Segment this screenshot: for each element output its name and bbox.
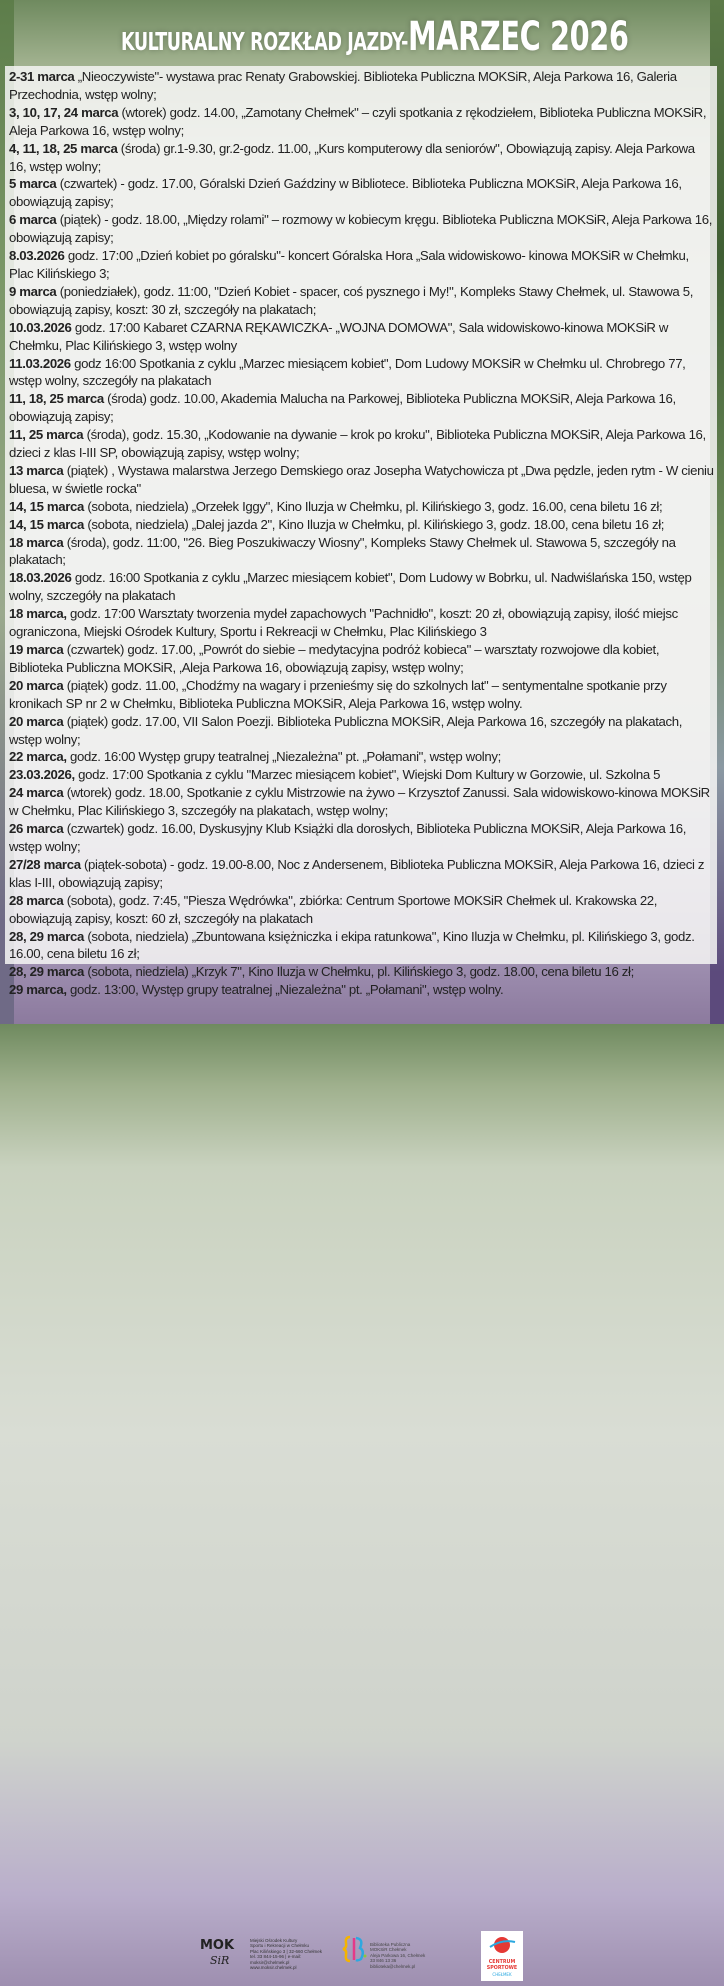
event-description: (środa), godz. 15.30, „Kodowanie na dywanie – krok po kroku", Biblioteka Publiczna MOKSiR, Aleja Parkowa 16, dzieci z klas I-III SP, obowiązują zapisy, wstęp wolny; — [9, 427, 706, 461]
event-description: (piątek) godz. 11.00, „Chodźmy na wagary i przenieśmy się do szkolnych lat" – sentymentalne spotkanie przy kronikach SP nr 2 w Chełmku, Biblioteka Publiczna MOKSiR, Aleja Parkowa 16, wstęp wolny. — [9, 677, 667, 711]
event-item — [9, 641, 715, 677]
event-description: (wtorek) godz. 18.00, Spotkanie z cyklu Mistrzowie na żywo – Krzysztof Zanussi. Sala widowiskowo-kinowa MOKSiR w Chełmku, Plac Kilińskiego 3, szczegóły na plakatach, wstęp wolny; — [9, 785, 710, 819]
svg-text:CENTRUM: CENTRUM — [488, 1960, 516, 1965]
event-description: (piątek) godz. 17.00, VII Salon Poezji. Biblioteka Publiczna MOKSiR, Aleja Parkowa 16, szczegóły na plakatach, wstęp wolny; — [9, 713, 683, 747]
event-item — [9, 211, 715, 247]
event-date: 23.03.2026, — [9, 767, 75, 783]
event-description: (sobota, niedziela) „Zbuntowana księżniczka i ekipa ratunkowa", Kino Iluzja w Chełmku, pl. Kilińskiego 3, godz. 16.00, cena biletu 16 zł; — [9, 928, 695, 962]
library-line: 33 846 13 36 biblioteka@chelmek.pl — [370, 1958, 416, 1969]
event-item — [9, 677, 715, 713]
event-description: (sobota, niedziela) „Krzyk 7", Kino Iluzja w Chełmku, pl. Kilińskiego 3, godz. 18.00, cena biletu 16 zł; — [84, 964, 634, 980]
event-description: (sobota), godz. 7:45, "Piesza Wędrówka", zbiórka: Centrum Sportowe MOKSiR Chełmek ul. Krakowska 22, obowiązują zapisy, koszt: 60 zł, szczegóły na plakatach — [9, 892, 658, 926]
event-item — [9, 68, 715, 104]
library-contact — [370, 1942, 440, 1969]
event-date: 9 marca — [9, 283, 57, 299]
event-description: (poniedziałek), godz. 11:00, "Dzień Kobiet - spacer, coś pysznego i My!", Kompleks Stawy Chełmek, ul. Stawowa 5, obowiązują zapisy, koszt: 30 zł, szczegóły na plakatach; — [9, 283, 694, 317]
event-date: 26 marca — [9, 821, 64, 837]
event-item — [9, 534, 715, 570]
event-description: (środa), godz. 11:00, "26. Bieg Poszukiwaczy Wiosny", Kompleks Stawy Chełmek ul. Stawowa 5, szczegóły na plakatach; — [9, 534, 676, 568]
event-description: godz. 17:00 Kabaret CZARNA RĘKAWICZKA- „WOJNA DOMOWA", Sala widowiskowo-kinowa MOKSiR w Chełmku, Plac Kilińskiego 3, wstęp wolny — [9, 319, 669, 353]
event-item — [9, 355, 715, 391]
event-date: 3, 10, 17, 24 marca — [9, 104, 119, 120]
footer-logos — [0, 964, 724, 1977]
event-description: godz. 17:00 Spotkania z cyklu "Marzec miesiącem kobiet", Wiejski Dom Kultury w Gorzowie, ul. Szkolna 5 — [74, 767, 661, 783]
event-date: 13 marca — [9, 462, 64, 478]
event-item — [9, 784, 715, 820]
event-description: (piątek) , Wystawa malarstwa Jerzego Demskiego oraz Josepha Watychowicza pt „Dwa pędzle, jeden rytm - W cieniu bluesa, w świetle rocka" — [9, 462, 714, 496]
svg-text:SiR: SiR — [210, 1954, 230, 1967]
event-item — [9, 140, 715, 176]
event-date: 14, 15 marca — [9, 498, 84, 514]
event-item — [9, 247, 715, 283]
event-description: (środa) gr.1-9.30, gr.2-godz. 11.00, „Kurs komputerowy dla seniorów", Obowiązują zapisy. Aleja Parkowa 16, wstęp wolny; — [9, 140, 695, 174]
event-date: 5 marca — [9, 176, 57, 192]
event-description: godz. 16:00 Występ grupy teatralnej „Niezależna" pt. „Połamani", wstęp wolny; — [66, 749, 501, 765]
moksir-logo-icon — [200, 1936, 238, 1968]
library-line: Biblioteka Publiczna — [370, 1942, 411, 1947]
event-description: (piątek) - godz. 18.00, „Między rolami" – rozmowy w kobiecym kręgu. Biblioteka Publiczna MOKSiR, Aleja Parkowa 16, obowiązują zapisy; — [9, 212, 713, 246]
event-date: 2-31 marca — [9, 69, 75, 84]
event-date: 4, 11, 18, 25 marca — [9, 140, 118, 156]
moksir-line: Sportu i Rekreacji w Chełmku — [250, 1943, 310, 1949]
event-date: 19 marca — [9, 642, 64, 657]
event-item — [9, 283, 715, 319]
page-title — [0, 14, 724, 60]
event-description: (czwartek) godz. 17.00, „Powrót do siebie – medytacyjna podróż kobieca" – warsztaty rozwojowe dla kobiet, Biblioteka Publiczna MOKSiR, ‚Aleja Parkowa 16, obowiązują zapisy, wstęp wolny; — [9, 642, 660, 675]
event-date: 28, 29 marca — [9, 928, 84, 944]
event-description: (sobota, niedziela) „Orzełek Iggy", Kino Iluzja w Chełmku, pl. Kilińskiego 3, godz. 16.00, cena biletu 16 zł; — [84, 498, 663, 514]
moksir-line: Miejski Ośrodek Kultury — [250, 1938, 298, 1943]
event-date: 8.03.2026 — [9, 248, 65, 264]
event-date: 29 marca, — [9, 982, 67, 998]
event-date: 11, 18, 25 marca — [9, 391, 104, 407]
library-logo-icon — [342, 1934, 368, 1964]
event-description: godz. 13:00, Występ grupy teatralnej „Niezależna" pt. „Połamani", wstęp wolny. — [66, 982, 504, 998]
event-item — [9, 605, 715, 641]
event-item — [9, 820, 715, 856]
event-date: 20 marca — [9, 713, 64, 729]
event-description: „Nieoczywiste"- wystawa prac Renaty Grabowskiej. Biblioteka Publiczna MOKSiR, Aleja Parkowa 16, Galeria Przechodnia, wstęp wolny; — [9, 69, 677, 102]
event-date: 22 marca, — [9, 749, 67, 765]
event-date: 10.03.2026 — [9, 319, 72, 335]
event-date: 6 marca — [9, 212, 57, 228]
events-list — [9, 68, 715, 999]
event-item — [9, 748, 715, 766]
svg-text:SPORTOWE: SPORTOWE — [486, 1966, 518, 1971]
event-item — [9, 766, 715, 784]
event-date: 20 marca — [9, 677, 64, 693]
event-description: godz. 17:00 Warsztaty tworzenia mydeł zapachowych "Pachnidło", koszt: 20 zł, obowiązują zapisy, ilość miejsc ograniczona, Miejski Ośrodek Kultury, Sportu i Rekreacji w Chełmku, Plac Kilińskiego 3 — [9, 606, 678, 640]
event-description: (sobota, niedziela) „Dalej jazda 2", Kino Iluzja w Chełmku, pl. Kilińskiego 3, godz. 18.00, cena biletu 16 zł; — [84, 516, 665, 532]
event-date: 28, 29 marca — [9, 964, 84, 980]
sports-center-logo — [481, 1931, 523, 1981]
moksir-contact — [250, 1938, 330, 1970]
event-date: 27/28 marca — [9, 856, 81, 872]
event-description: (środa) godz. 10.00, Akademia Malucha na Parkowej, Biblioteka Publiczna MOKSiR, Aleja Parkowa 16, obowiązują zapisy; — [9, 391, 676, 425]
event-date: 11, 25 marca — [9, 427, 84, 443]
moksir-line: Plac Kilińskiego 3 | 32-660 Chełmek — [250, 1948, 322, 1954]
event-item — [9, 175, 715, 211]
event-description: godz. 16:00 Spotkania z cyklu „Marzec miesiącem kobiet", Dom Ludowy w Bobrku, ul. Nadwiślańska 150, wstęp wolny, szczegóły na plakatach — [9, 570, 692, 604]
event-item — [9, 928, 715, 964]
event-date: 18.03.2026 — [9, 570, 72, 586]
title-month: MARZEC 2026 — [408, 14, 629, 60]
moksir-line: www.moksir.chelmek.pl — [250, 1965, 297, 1971]
event-item — [9, 856, 715, 892]
event-date: 11.03.2026 — [9, 355, 71, 371]
title-prefix: KULTURALNY ROZKŁAD JAZDY- — [121, 27, 409, 56]
event-description: (wtorek) godz. 14.00, „Zamotany Chełmek" – czyli spotkania z rękodziełem, Biblioteka Publiczna MOKSiR, Aleja Parkowa 16, wstęp wolny; — [9, 104, 707, 138]
event-date: 28 marca — [9, 892, 64, 908]
event-item — [9, 462, 715, 498]
event-item — [9, 498, 715, 516]
event-date: 18 marca, — [9, 606, 67, 622]
event-item — [9, 516, 715, 534]
event-date: 18 marca — [9, 534, 64, 550]
event-date: 24 marca — [9, 785, 64, 801]
event-item — [9, 319, 715, 355]
sports-center-logo-icon — [481, 1931, 523, 1981]
library-line: MOKSiR Chełmek — [370, 1947, 407, 1953]
event-description: (piątek-sobota) - godz. 19.00-8.00, Noc z Andersenem, Biblioteka Publiczna MOKSiR, Aleja Parkowa 16, dzieci z klas I-III, obowiązują zapisy; — [9, 856, 705, 890]
library-line: Aleja Parkowa 16, Chełmek — [370, 1952, 426, 1958]
event-description: godz. 17:00 „Dzień kobiet po góralsku"- koncert Góralska Hora „Sala widowiskowo- kinowa MOKSiR w Chełmku, Plac Kilińskiego 3; — [9, 248, 689, 281]
event-item — [9, 390, 715, 426]
event-item — [9, 104, 715, 140]
svg-text:MOK: MOK — [200, 1938, 235, 1953]
svg-text:CHEŁMEK: CHEŁMEK — [492, 1972, 512, 1977]
event-description: (czwartek) - godz. 17.00, Góralski Dzień Gaździny w Bibliotece. Biblioteka Publiczna MOKSiR, Aleja Parkowa 16, obowiązują zapisy; — [9, 176, 682, 210]
moksir-line: tel. 33 844-15-96 | e-mail: moksir@chelmek.pl — [250, 1954, 302, 1965]
event-item — [9, 569, 715, 605]
event-item — [9, 426, 715, 462]
event-description: (czwartek) godz. 16.00, Dyskusyjny Klub Książki dla dorosłych, Biblioteka Publiczna MOKSiR, Aleja Parkowa 16, wstęp wolny; — [9, 821, 687, 854]
event-item — [9, 892, 715, 928]
event-item — [9, 713, 715, 749]
event-description: godz 16:00 Spotkania z cyklu „Marzec miesiącem kobiet", Dom Ludowy MOKSiR w Chełmku ul. Chrobrego 77, wstęp wolny, szczegóły na plakatach — [9, 355, 686, 389]
event-date: 14, 15 marca — [9, 516, 84, 532]
